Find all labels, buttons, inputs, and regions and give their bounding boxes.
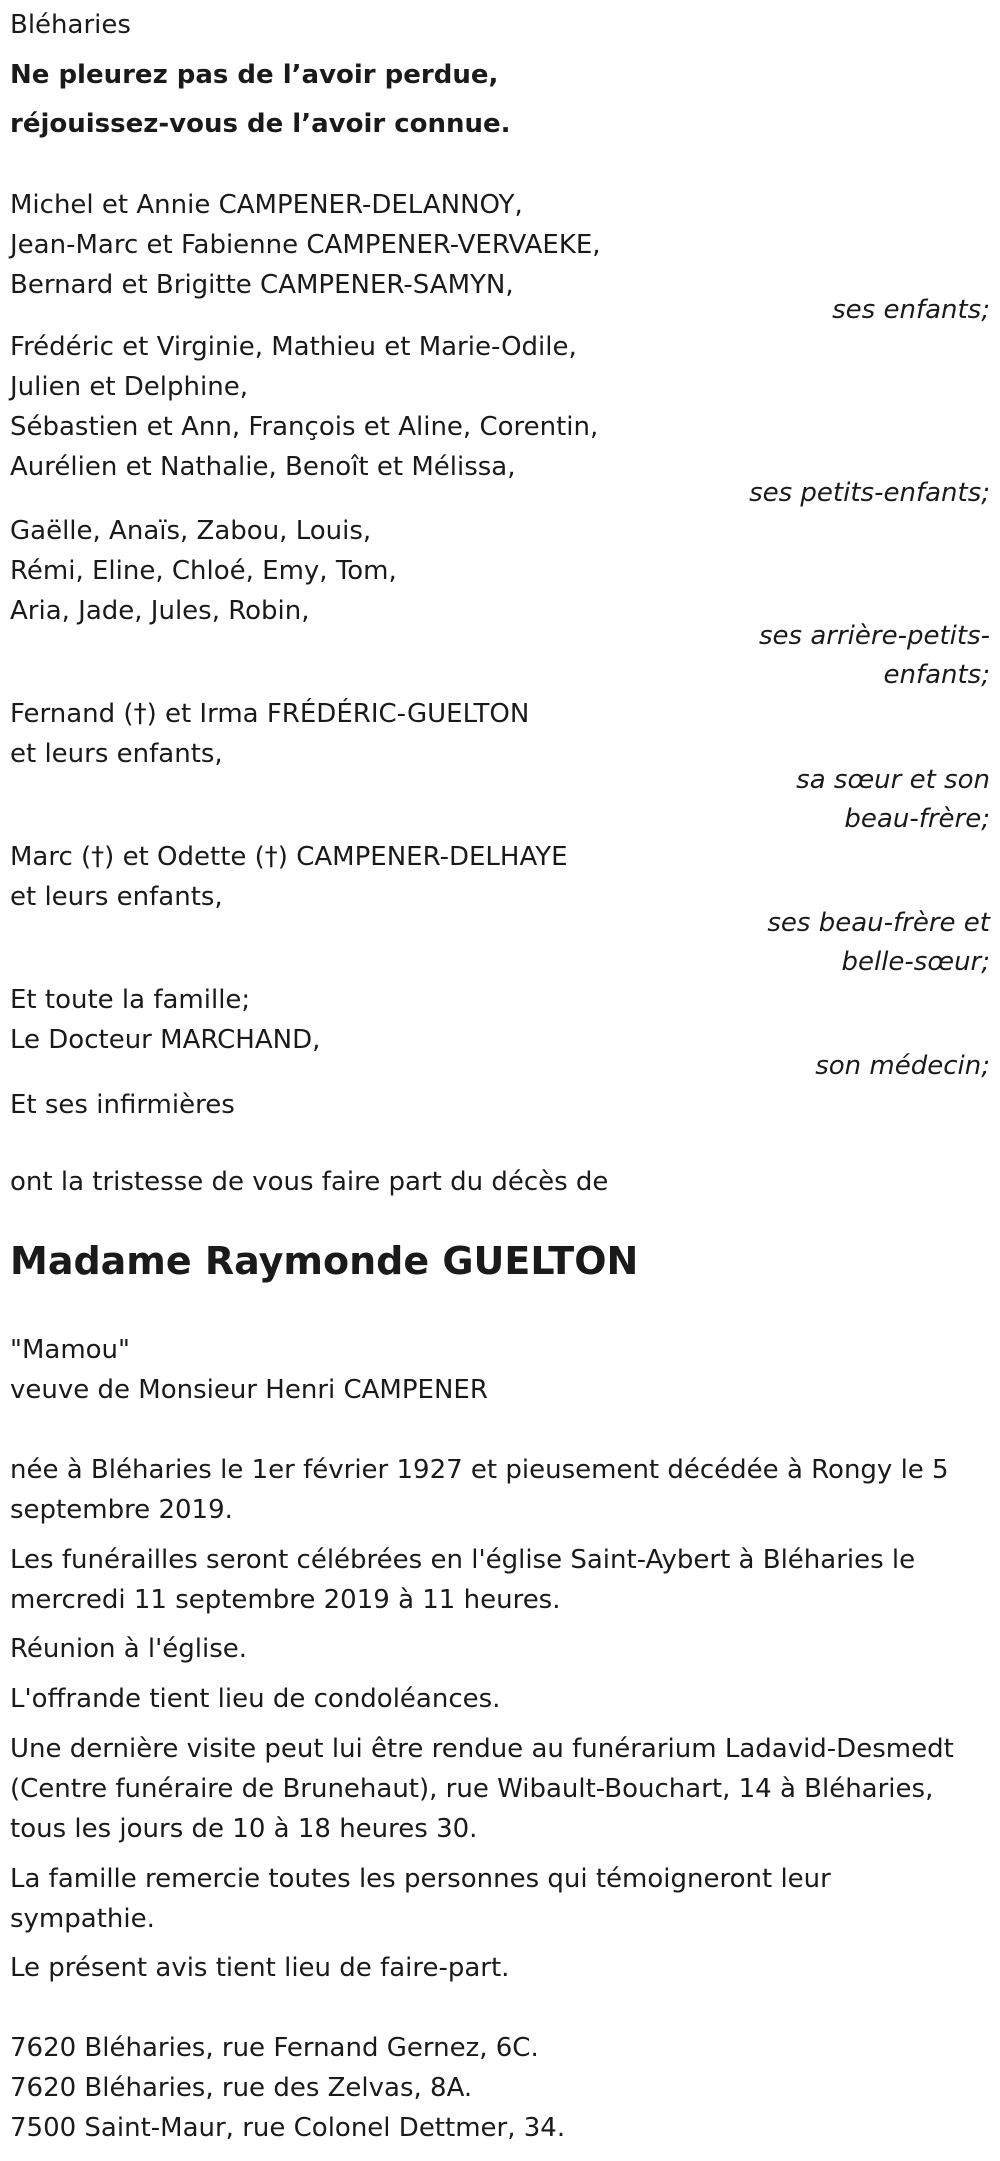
location-header: Bléharies <box>10 10 131 40</box>
family-member-line: Jean-Marc et Fabienne CAMPENER-VERVAEKE, <box>10 230 601 260</box>
family-member-line: Aria, Jade, Jules, Robin, <box>10 596 310 626</box>
relation-label: belle-sœur; <box>841 947 990 977</box>
family-member-line: Rémi, Eline, Chloé, Emy, Tom, <box>10 556 397 586</box>
family-member-line: Julien et Delphine, <box>10 372 248 402</box>
relation-label: ses enfants; <box>832 295 990 325</box>
doctor-line: Le Docteur MARCHAND, <box>10 1025 321 1055</box>
relation-label: ses beau-frère et <box>767 908 990 938</box>
offering-line: L'offrande tient lieu de condoléances. <box>10 1684 501 1714</box>
reunion-line: Réunion à l'église. <box>10 1634 248 1664</box>
funeral-line: Les funérailles seront célébrées en l'église Saint-Aybert à Bléharies le <box>10 1545 916 1575</box>
nurses-line: Et ses infirmières <box>10 1090 235 1120</box>
family-member-line: et leurs enfants, <box>10 882 223 912</box>
family-member-line: Marc (†) et Odette (†) CAMPENER-DELHAYE <box>10 842 568 872</box>
family-member-line: Frédéric et Virginie, Mathieu et Marie-Odile, <box>10 332 577 362</box>
family-member-line: Fernand (†) et Irma FRÉDÉRIC-GUELTON <box>10 699 530 729</box>
relation-label: enfants; <box>883 660 990 690</box>
thanks-line: sympathie. <box>10 1904 155 1934</box>
address-line: 7620 Bléharies, rue des Zelvas, 8A. <box>10 2073 473 2103</box>
nickname: "Mamou" <box>10 1335 130 1365</box>
family-member-line: et leurs enfants, <box>10 739 223 769</box>
address-line: 7620 Bléharies, rue Fernand Gernez, 6C. <box>10 2033 539 2063</box>
deceased-name: Madame Raymonde GUELTON <box>10 1239 639 1283</box>
relation-label: sa sœur et son <box>796 765 990 795</box>
visit-line: tous les jours de 10 à 18 heures 30. <box>10 1814 478 1844</box>
quote-line: Ne pleurez pas de l’avoir perdue, <box>10 60 499 90</box>
visit-line: Une dernière visite peut lui être rendue au funérarium Ladavid-Desmedt <box>10 1734 954 1764</box>
relation-label: ses petits-enfants; <box>749 478 990 508</box>
family-member-line: Aurélien et Nathalie, Benoît et Mélissa, <box>10 452 516 482</box>
announcement-line: ont la tristesse de vous faire part du décès de <box>10 1167 609 1197</box>
family-member-line: Sébastien et Ann, François et Aline, Corentin, <box>10 412 599 442</box>
relation-label: ses arrière-petits- <box>759 621 990 651</box>
relation-label: son médecin; <box>815 1051 990 1081</box>
notice-line: Le présent avis tient lieu de faire-part. <box>10 1953 510 1983</box>
visit-line: (Centre funéraire de Brunehaut), rue Wibault-Bouchart, 14 à Bléharies, <box>10 1774 934 1804</box>
widow-of-line: veuve de Monsieur Henri CAMPENER <box>10 1375 488 1405</box>
family-member-line: Michel et Annie CAMPENER-DELANNOY, <box>10 190 523 220</box>
address-line: 7500 Saint-Maur, rue Colonel Dettmer, 34. <box>10 2113 566 2143</box>
relation-label: beau-frère; <box>844 804 990 834</box>
quote-line: réjouissez-vous de l’avoir connue. <box>10 109 511 139</box>
family-line: Et toute la famille; <box>10 985 251 1015</box>
funeral-line: mercredi 11 septembre 2019 à 11 heures. <box>10 1585 561 1615</box>
family-member-line: Gaëlle, Anaïs, Zabou, Louis, <box>10 516 372 546</box>
thanks-line: La famille remercie toutes les personnes qui témoigneront leur <box>10 1864 831 1894</box>
birth-death-line: née à Bléharies le 1er février 1927 et pieusement décédée à Rongy le 5 <box>10 1455 949 1485</box>
family-member-line: Bernard et Brigitte CAMPENER-SAMYN, <box>10 270 514 300</box>
birth-death-line: septembre 2019. <box>10 1495 233 1525</box>
